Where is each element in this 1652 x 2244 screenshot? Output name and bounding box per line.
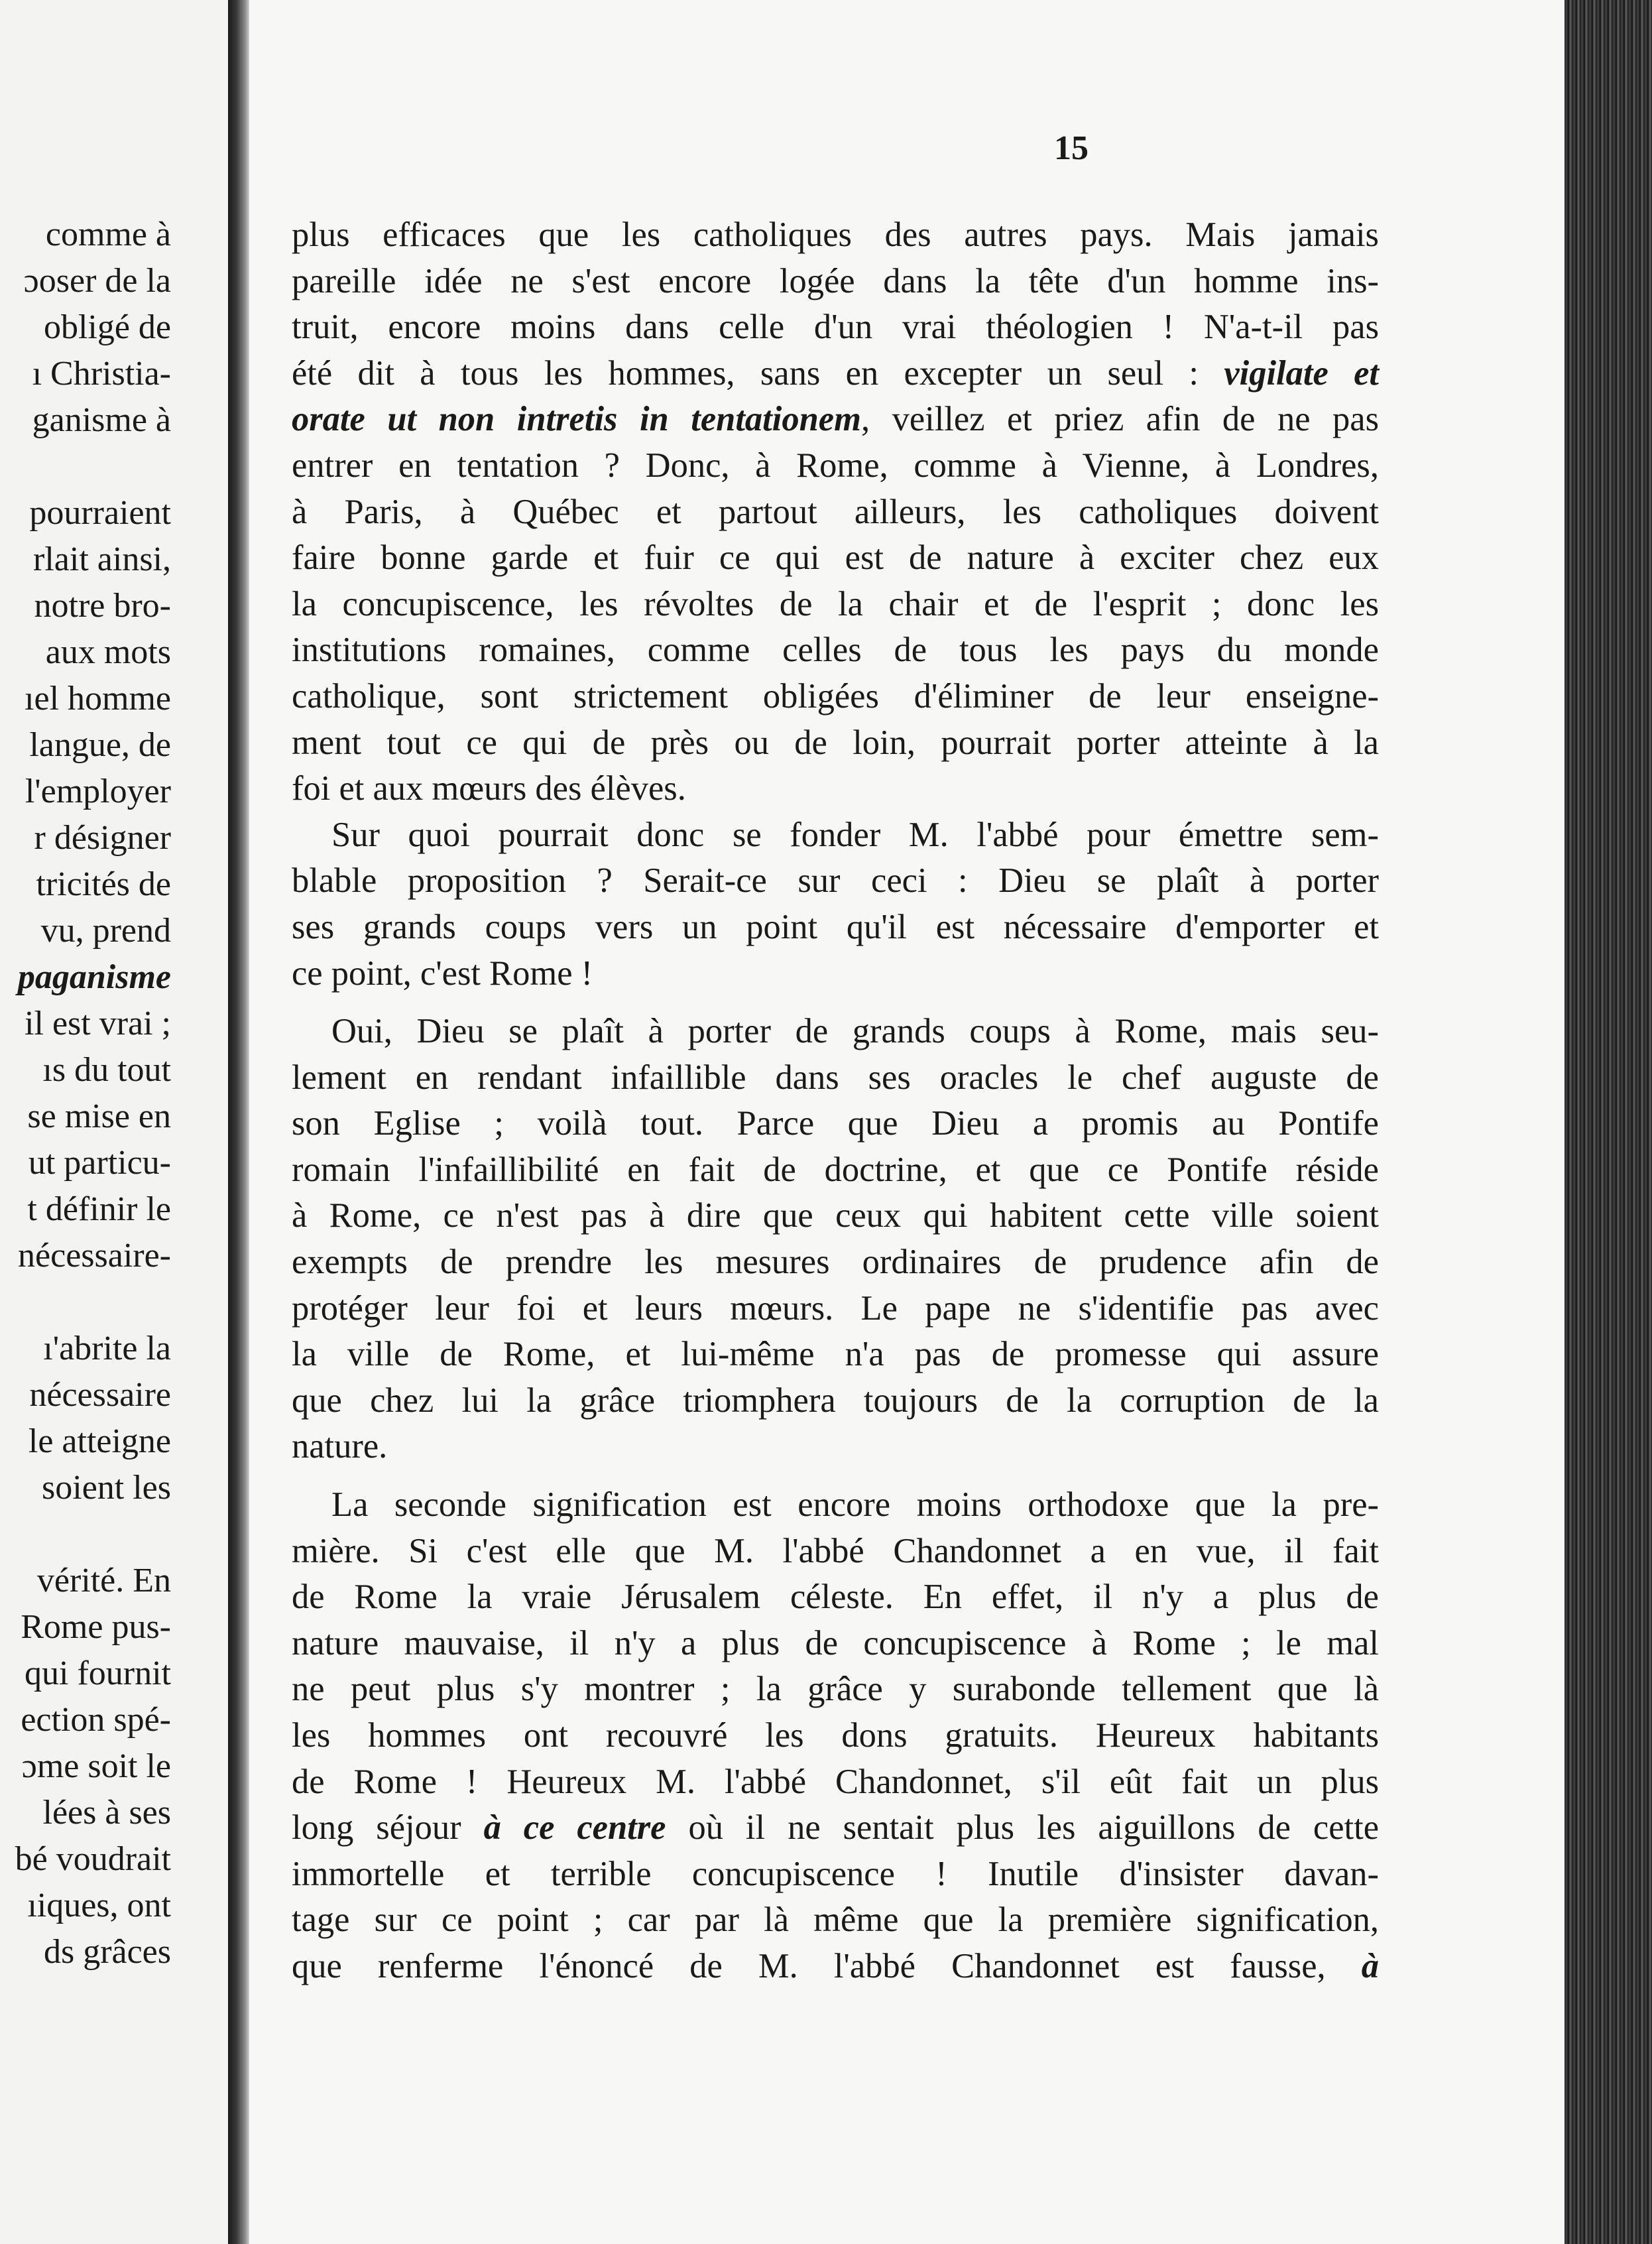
page-number: 15 [1054,129,1089,167]
text-line: la concupiscence, les révoltes de la chair et de l'esprit ; donc les [292,584,1379,623]
prev-page-line: soient les [42,1469,171,1507]
text-line: tage sur ce point ; car par là même que la première signification, [292,1901,1379,1940]
text-line: lement en rendant infaillible dans ses oracles le chef auguste de [292,1058,1379,1097]
text-line: catholique, sont strictement obligées d'éliminer de leur enseigne- [292,676,1379,716]
text-line: entrer en tentation ? Donc, à Rome, comme à Vienne, à Londres, [292,446,1379,485]
prev-page-line: l'employer [25,773,171,810]
text-line: faire bonne garde et fuir ce qui est de nature à exciter chez eux [292,538,1379,578]
text-line: protéger leur foi et leurs mœurs. Le pape ne s'identifie pas avec [292,1288,1379,1328]
latin-quote: vigilate et [1224,353,1379,393]
text-line: truit, encore moins dans celle d'un vrai théologien ! N'a-t-il pas [292,308,1379,347]
text-line: Sur quoi pourrait donc se fonder M. l'abbé pour émettre sem- [331,815,1379,854]
prev-page-line: ıel homme [25,680,171,717]
prev-page-line: langue, de [29,726,171,764]
text-span: que renferme l'énoncé de M. l'abbé Chandonnet est fausse, [292,1946,1362,1985]
text-line: son Eglise ; voilà tout. Parce que Dieu a promis au Pontife [292,1104,1379,1143]
emphasis: à ce centre [483,1808,666,1847]
text-line: romain l'infaillibilité en fait de doctrine, et que ce Pontife réside [292,1150,1379,1189]
prev-page-line: nécessaire- [18,1237,171,1275]
prev-page-line: ganisme à [32,401,171,439]
prev-page-line: il est vrai ; [25,1005,171,1042]
text-line: ses grands coups vers un point qu'il est nécessaire d'emporter et [292,907,1379,946]
text-span: long séjour [292,1808,484,1847]
prev-page-line: ı Christia- [32,355,171,393]
text-line: nature. [292,1427,388,1466]
text-line: nature mauvaise, il n'y a plus de concupiscence à Rome ; le mal [292,1623,1379,1662]
text-line: les hommes ont recouvré les dons gratuits. Heureux habitants [292,1716,1379,1755]
prev-page-line: paganisme [17,958,171,996]
text-line: de Rome ! Heureux M. l'abbé Chandonnet, s'il eût fait un plus [292,1762,1379,1801]
prev-page-line: r désigner [34,819,171,857]
prev-page-line: ıs du tout [42,1051,171,1089]
text-line: institutions romaines, comme celles de tous les pays du monde [292,631,1379,670]
text-line: plus efficaces que les catholiques des autres pays. Mais jamais [292,216,1379,254]
prev-page-line: Rome pus- [21,1608,171,1646]
text-line: de Rome la vraie Jérusalem céleste. En effet, il n'y a plus de [292,1578,1379,1617]
text-line [292,351,1379,397]
text-line: La seconde signification est encore moins orthodoxe que la pre- [331,1485,1379,1525]
text-line: à Rome, ce n'est pas à dire que ceux qui habitent cette ville soient [292,1196,1379,1235]
prev-page-line: ut particu- [28,1144,171,1182]
prev-page-line: vu, prend [40,912,171,950]
text-line: ne peut plus s'y montrer ; la grâce y surabonde tellement que là [292,1670,1379,1709]
text-line [292,1944,1379,1990]
prev-page-line: qui fournit [25,1654,171,1692]
prev-page-line: ɔoser de la [23,262,171,300]
text-span: été dit à tous les hommes, sans en excepter un seul : [292,353,1224,393]
prev-page-line: le atteigne [28,1422,171,1460]
prev-page-line: comme à [45,216,171,253]
text-line [292,1805,1379,1851]
text-line: exempts de prendre les mesures ordinaires de prudence afin de [292,1243,1379,1282]
prev-page-line: bé voudrait [15,1840,171,1878]
prev-page-line: rlait ainsi, [33,540,171,578]
text-line: ce point, c'est Rome ! [292,954,593,993]
prev-page-line: ds grâces [43,1933,171,1971]
text-line: Oui, Dieu se plaît à porter de grands coups à Rome, mais seu- [331,1012,1379,1051]
text-line: foi et aux mœurs des élèves. [292,769,686,808]
text-line: blable proposition ? Serait-ce sur ceci : Dieu se plaît à porter [292,861,1379,901]
text-line: pareille idée ne s'est encore logée dans la tête d'un homme ins- [292,261,1379,300]
prev-page-line: obligé de [43,308,171,346]
prev-page-line: ıiques, ont [27,1887,171,1924]
prev-page-line: ı'abrite la [43,1330,171,1367]
emphasis: à [1361,1946,1379,1985]
page-stack-edge [1564,0,1652,2244]
prev-page-line: pourraient [29,494,171,532]
text-line: à Paris, à Québec et partout ailleurs, les catholiques doivent [292,492,1379,531]
text-line: mière. Si c'est elle que M. l'abbé Chandonnet a en vue, il fait [292,1531,1379,1570]
prev-page-line: t définir le [27,1190,171,1228]
text-line: ment tout ce qui de près ou de loin, pourrait porter atteinte à la [292,723,1379,762]
page-body-text [292,212,1379,1990]
text-line: la ville de Rome, et lui-même n'a pas de promesse qui assure [292,1335,1379,1374]
text-line [292,397,1379,443]
prev-page-line: tricités de [36,865,171,903]
text-line: que chez lui la grâce triomphera toujours de la corruption de la [292,1381,1379,1420]
prev-page-line: vérité. En [36,1562,171,1599]
prev-page-line: ɔme soit le [21,1747,171,1785]
previous-page [0,0,228,2244]
book-gutter [228,0,249,2244]
text-line: immortelle et terrible concupiscence ! Inutile d'insister davan- [292,1854,1379,1893]
text-span: où il ne sentait plus les aiguillons de cette [666,1808,1380,1847]
prev-page-line: notre bro- [34,587,171,625]
text-span: , veillez et priez afin de ne pas [860,400,1380,439]
prev-page-line: se mise en [27,1097,171,1135]
latin-quote: orate ut non intretis in tentationem [292,400,861,439]
prev-page-line: aux mots [45,633,171,671]
prev-page-line: ection spé- [21,1701,171,1739]
prev-page-line: nécessaire [29,1376,171,1414]
prev-page-line: lées à ses [42,1794,171,1832]
